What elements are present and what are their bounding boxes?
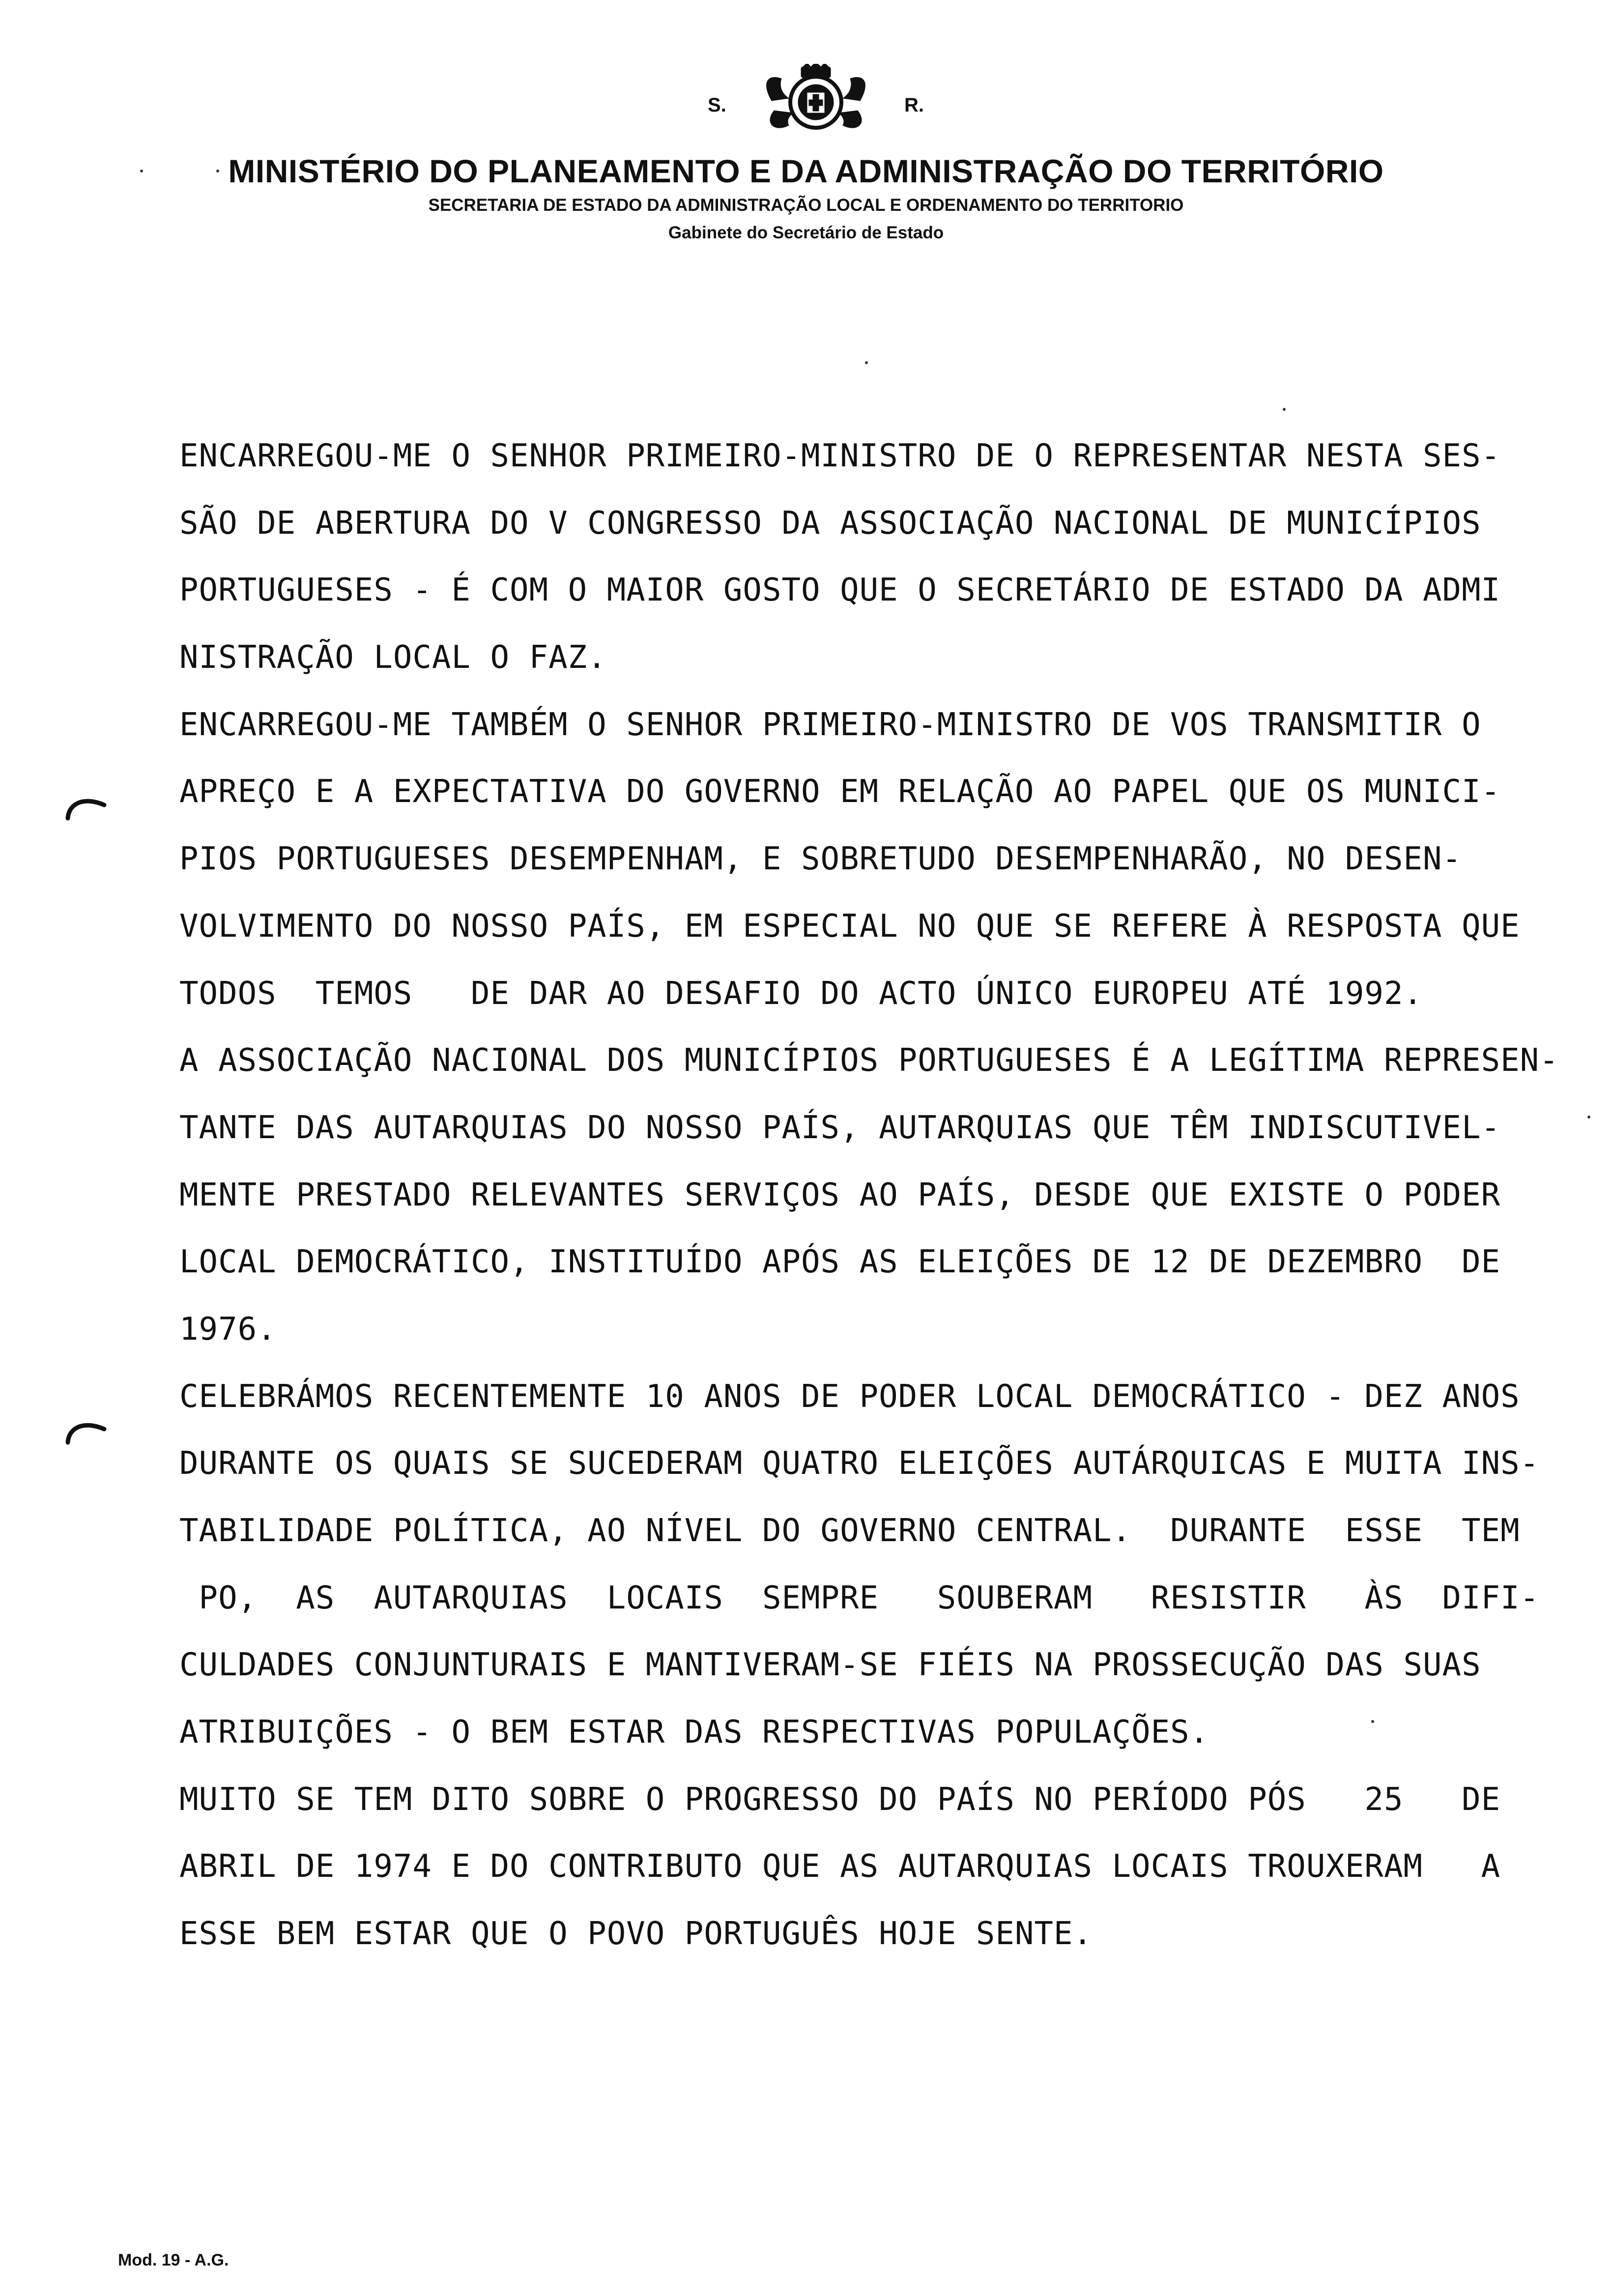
coat-of-arms-icon xyxy=(752,64,880,138)
body-line: NISTRAÇÃO LOCAL O FAZ. xyxy=(179,639,607,676)
body-line: TANTE DAS AUTARQUIAS DO NOSSO PAÍS, AUTARQUIAS QUE TÊM INDISCUTIVEL- xyxy=(179,1109,1501,1146)
body-line: TODOS TEMOS DE DAR AO DESAFIO DO ACTO ÚNICO EUROPEU ATÉ 1992. xyxy=(179,975,1423,1012)
body-line: APREÇO E A EXPECTATIVA DO GOVERNO EM RELAÇÃO AO PAPEL QUE OS MUNICI- xyxy=(179,774,1501,810)
body-line: PO, AS AUTARQUIAS LOCAIS SEMPRE SOUBERAM RESISTIR ÀS DIFI- xyxy=(179,1579,1540,1616)
body-line: MUITO SE TEM DITO SOBRE O PROGRESSO DO PAÍS NO PERÍODO PÓS 25 DE xyxy=(179,1781,1501,1818)
body-line: PIOS PORTUGUESES DESEMPENHAM, E SOBRETUDO DESEMPENHARÃO, NO DESEN- xyxy=(179,841,1462,878)
scan-speck xyxy=(1283,408,1286,411)
body-line: DURANTE OS QUAIS SE SUCEDERAM QUATRO ELEIÇÕES AUTÁRQUICAS E MUITA INS- xyxy=(179,1445,1540,1482)
ministry-title: MINISTÉRIO DO PLANEAMENTO E DA ADMINISTRAÇÃO DO TERRITÓRIO xyxy=(228,153,1384,189)
body-line: 1976. xyxy=(179,1311,277,1348)
secretariat-title: SECRETARIA DE ESTADO DA ADMINISTRAÇÃO LOCAL E ORDENAMENTO DO TERRITORIO xyxy=(428,196,1184,215)
body-line: SÃO DE ABERTURA DO V CONGRESSO DA ASSOCIAÇÃO NACIONAL DE MUNICÍPIOS xyxy=(179,505,1481,542)
scan-speck xyxy=(140,170,143,172)
scan-speck xyxy=(865,361,868,364)
scan-speck xyxy=(216,170,219,172)
crest-left-letter: S. xyxy=(708,94,726,116)
body-line: MENTE PRESTADO RELEVANTES SERVIÇOS AO PAÍS, DESDE QUE EXISTE O PODER xyxy=(179,1177,1501,1213)
binder-hole-mark-icon xyxy=(64,1415,108,1445)
form-code: Mod. 19 - A.G. xyxy=(118,2251,229,2269)
crest-row xyxy=(708,64,924,138)
letter-body xyxy=(179,423,1595,1968)
body-line: CULDADES CONJUNTURAIS E MANTIVERAM-SE FIÉIS NA PROSSECUÇÃO DAS SUAS xyxy=(179,1647,1481,1684)
body-line: A ASSOCIAÇÃO NACIONAL DOS MUNICÍPIOS PORTUGUESES É A LEGÍTIMA REPRESEN- xyxy=(179,1042,1559,1079)
office-title: Gabinete do Secretário de Estado xyxy=(668,223,944,242)
body-line: ENCARREGOU-ME O SENHOR PRIMEIRO-MINISTRO DE O REPRESENTAR NESTA SES- xyxy=(179,438,1501,474)
binder-hole-mark-icon xyxy=(64,791,108,821)
body-line: LOCAL DEMOCRÁTICO, INSTITUÍDO APÓS AS ELEIÇÕES DE 12 DE DEZEMBRO DE xyxy=(179,1244,1501,1281)
body-line: PORTUGUESES - É COM O MAIOR GOSTO QUE O SECRETÁRIO DE ESTADO DA ADMI xyxy=(179,572,1501,609)
body-line: ABRIL DE 1974 E DO CONTRIBUTO QUE AS AUTARQUIAS LOCAIS TROUXERAM A xyxy=(179,1848,1501,1885)
body-line: ENCARREGOU-ME TAMBÉM O SENHOR PRIMEIRO-MINISTRO DE VOS TRANSMITIR O xyxy=(179,706,1481,743)
body-line: CELEBRÁMOS RECENTEMENTE 10 ANOS DE PODER LOCAL DEMOCRÁTICO - DEZ ANOS xyxy=(179,1378,1520,1415)
crest-right-letter: R. xyxy=(904,94,924,116)
body-line: ESSE BEM ESTAR QUE O POVO PORTUGUÊS HOJE SENTE. xyxy=(179,1916,1093,1952)
body-line: VOLVIMENTO DO NOSSO PAÍS, EM ESPECIAL NO QUE SE REFERE À RESPOSTA QUE xyxy=(179,908,1520,945)
body-line: TABILIDADE POLÍTICA, AO NÍVEL DO GOVERNO CENTRAL. DURANTE ESSE TEM xyxy=(179,1513,1520,1549)
body-line: ATRIBUIÇÕES - O BEM ESTAR DAS RESPECTIVAS POPULAÇÕES. xyxy=(179,1714,1209,1751)
